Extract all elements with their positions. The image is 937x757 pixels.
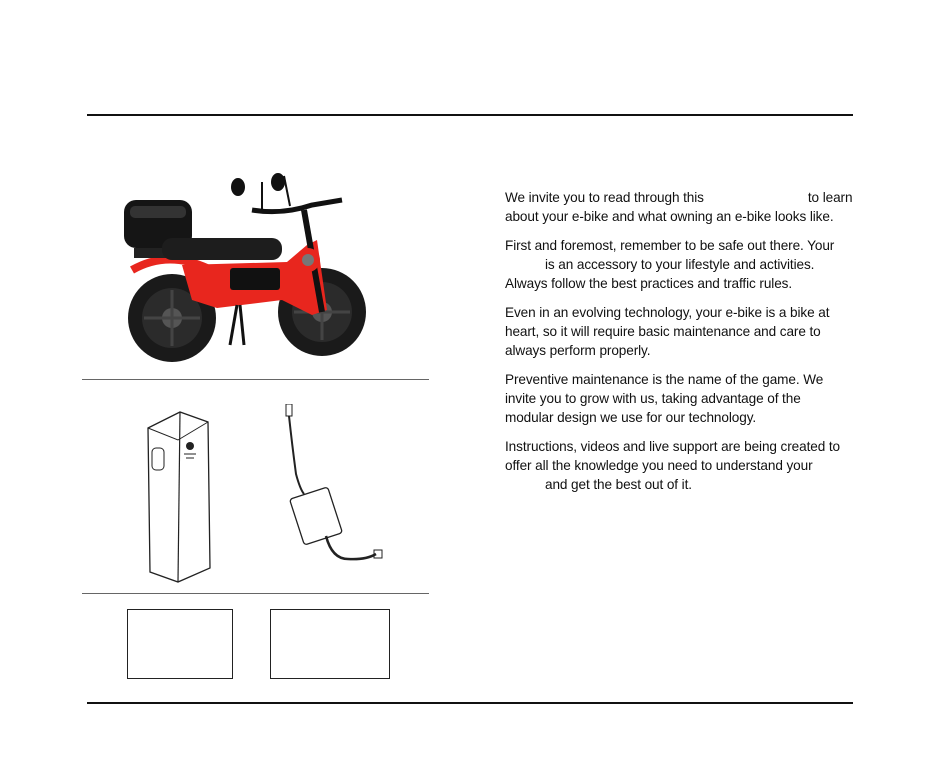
logo-mark	[186, 442, 194, 450]
text-line: always perform properly.	[505, 343, 651, 358]
text-line: We invite you to read through this	[505, 190, 704, 205]
paragraph	[505, 437, 870, 494]
text-line: Instructions, videos and live support are being created to	[505, 439, 841, 454]
e-bike-image	[112, 140, 397, 370]
text-line: Even in an evolving technology, your e-bike is a bike at	[505, 305, 830, 320]
section-divider	[82, 379, 429, 380]
charger-image	[280, 404, 390, 576]
intro-text	[505, 188, 870, 504]
battery-on-frame	[230, 268, 280, 290]
text-line: heart, so it will require basic maintenance and care to	[505, 324, 821, 339]
paragraph	[505, 236, 870, 293]
text-line: modular design we use for our technology.	[505, 410, 757, 425]
top-rule	[87, 114, 853, 116]
text-line: and get the best out of it.	[545, 477, 692, 492]
text-line: to learn	[807, 190, 853, 205]
image-placeholder	[270, 609, 390, 679]
section-divider	[82, 593, 429, 594]
charger-brick	[290, 487, 343, 545]
text-line: offer all the knowledge you need to understand your	[505, 458, 813, 473]
paragraph	[505, 188, 870, 226]
seat	[162, 238, 282, 260]
battery-pack-image	[138, 408, 214, 584]
text-line: about your e-bike and what owning an e-bike looks like.	[505, 209, 834, 224]
paragraph	[505, 303, 870, 360]
text-line: Preventive maintenance is the name of the game. We	[505, 372, 824, 387]
image-placeholder	[127, 609, 233, 679]
text-line: is an accessory to your lifestyle and activities.	[545, 257, 815, 272]
text-line: First and foremost, remember to be safe out there. Your	[505, 238, 835, 253]
text-line: invite you to grow with us, taking advantage of the	[505, 391, 801, 406]
text-line: Always follow the best practices and traffic rules.	[505, 276, 793, 291]
bottom-rule	[87, 702, 853, 704]
paragraph	[505, 370, 870, 427]
